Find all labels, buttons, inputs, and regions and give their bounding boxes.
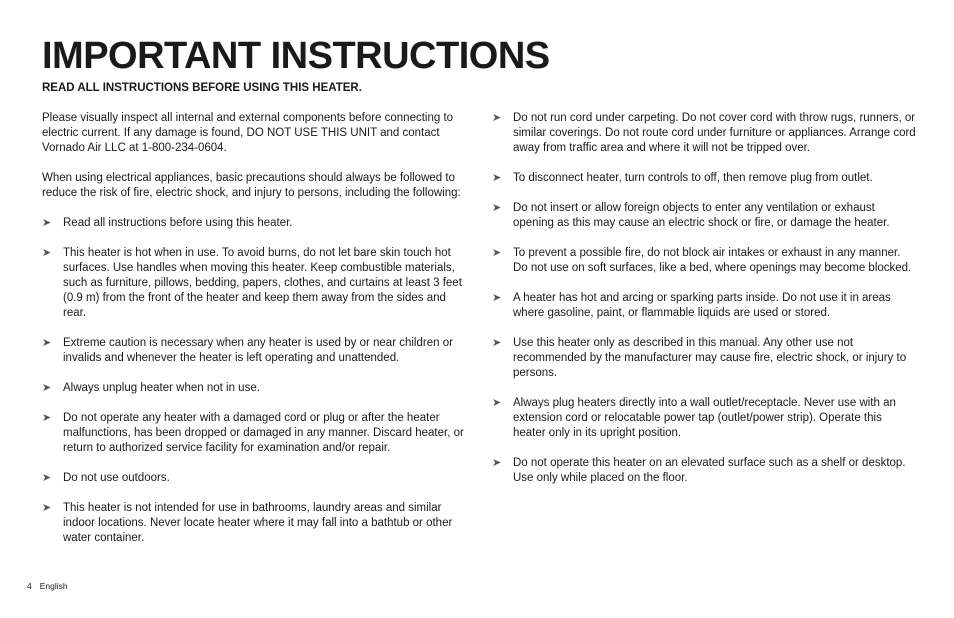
list-item	[492, 396, 917, 441]
arrowhead-icon: ➤	[492, 337, 502, 349]
right-column	[492, 111, 917, 501]
list-item-text: Do not operate any heater with a damaged cord or plug or after the heater malfunctions, has been dropped or damaged in any manner. Discard heater, or return to authorized service facility for examination and/or repair.	[63, 412, 464, 454]
page-title: IMPORTANT INSTRUCTIONS	[42, 35, 550, 77]
list-item	[42, 216, 470, 231]
arrowhead-icon: ➤	[492, 172, 502, 184]
list-item	[492, 246, 917, 276]
list-item-text: To disconnect heater, turn controls to off, then remove plug from outlet.	[513, 172, 873, 184]
list-item-text: Always plug heaters directly into a wall outlet/receptacle. Never use with an extension cord or relocatable power tap (outlet/power strip). Operate this heater only in its upright position.	[513, 397, 896, 439]
list-item-text: Do not insert or allow foreign objects to enter any ventilation or exhaust opening as this may cause an electric shock or fire, or damage the heater.	[513, 202, 890, 229]
arrowhead-icon: ➤	[492, 457, 502, 469]
page-number: 4	[27, 581, 32, 591]
arrowhead-icon: ➤	[42, 412, 52, 424]
list-item-text: To prevent a possible fire, do not block air intakes or exhaust in any manner. Do not use on soft surfaces, like a bed, where openings may become blocked.	[513, 247, 912, 274]
arrowhead-icon: ➤	[42, 472, 52, 484]
list-item-text: Do not use outdoors.	[63, 472, 170, 484]
list-item	[492, 171, 917, 186]
list-item-text: A heater has hot and arcing or sparking parts inside. Do not use it in areas where gasoline, paint, or flammable liquids are used or stored.	[513, 292, 891, 319]
arrowhead-icon: ➤	[42, 217, 52, 229]
list-item-text: This heater is not intended for use in bathrooms, laundry areas and similar indoor locations. Never locate heater where it may fall into a bathtub or other water container.	[63, 502, 453, 544]
list-item	[42, 246, 470, 321]
list-item	[42, 471, 470, 486]
list-item-text: Read all instructions before using this heater.	[63, 217, 293, 229]
list-item-text: This heater is hot when in use. To avoid burns, do not let bare skin touch hot surfaces. Use handles when moving this heater. Keep combustible materials, such as furniture, pillows, bedding, papers, clothes, and curtains at least 3 feet (0.9 m) from the front of the heater and keep them away from the sides and rear.	[63, 247, 462, 319]
right-bullet-list	[492, 111, 917, 486]
arrowhead-icon: ➤	[42, 382, 52, 394]
list-item	[492, 111, 917, 156]
arrowhead-icon: ➤	[492, 112, 502, 124]
list-item	[42, 411, 470, 456]
list-item	[492, 456, 917, 486]
footer-language: English	[39, 581, 68, 591]
arrowhead-icon: ➤	[42, 502, 52, 514]
page-footer	[27, 580, 68, 592]
arrowhead-icon: ➤	[492, 247, 502, 259]
arrowhead-icon: ➤	[492, 202, 502, 214]
list-item	[42, 381, 470, 396]
intro-paragraph: Please visually inspect all internal and external components before connecting to electric current. If any damage is found, DO NOT USE THIS UNIT and contact Vornado Air LLC at 1-800-234-0604.	[42, 112, 454, 154]
list-item-text: Do not operate this heater on an elevated surface such as a shelf or desktop. Use only while placed on the floor.	[513, 457, 906, 484]
left-column	[42, 111, 470, 561]
list-item-text: Extreme caution is necessary when any heater is used by or near children or invalids and whenever the heater is left operating and unattended.	[63, 337, 453, 364]
list-item-text: Do not run cord under carpeting. Do not cover cord with throw rugs, runners, or similar coverings. Do not route cord under furniture or appliances. Arrange cord away from traffic area and where it will not be tripped over.	[513, 112, 916, 154]
arrowhead-icon: ➤	[42, 337, 52, 349]
list-item	[42, 501, 470, 546]
arrowhead-icon: ➤	[492, 292, 502, 304]
precautions-paragraph: When using electrical appliances, basic precautions should always be followed to reduce the risk of fire, electric shock, and injury to persons, including the following:	[42, 172, 461, 199]
list-item-text: Always unplug heater when not in use.	[63, 382, 260, 394]
list-item	[492, 201, 917, 231]
list-item	[492, 291, 917, 321]
list-item	[492, 336, 917, 381]
left-bullet-list	[42, 216, 470, 546]
list-item	[42, 336, 470, 366]
arrowhead-icon: ➤	[492, 397, 502, 409]
list-item-text: Use this heater only as described in this manual. Any other use not recommended by the manufacturer may cause fire, electric shock, or injury to persons.	[513, 337, 907, 379]
arrowhead-icon: ➤	[42, 247, 52, 259]
page-subtitle: READ ALL INSTRUCTIONS BEFORE USING THIS HEATER.	[42, 82, 362, 94]
